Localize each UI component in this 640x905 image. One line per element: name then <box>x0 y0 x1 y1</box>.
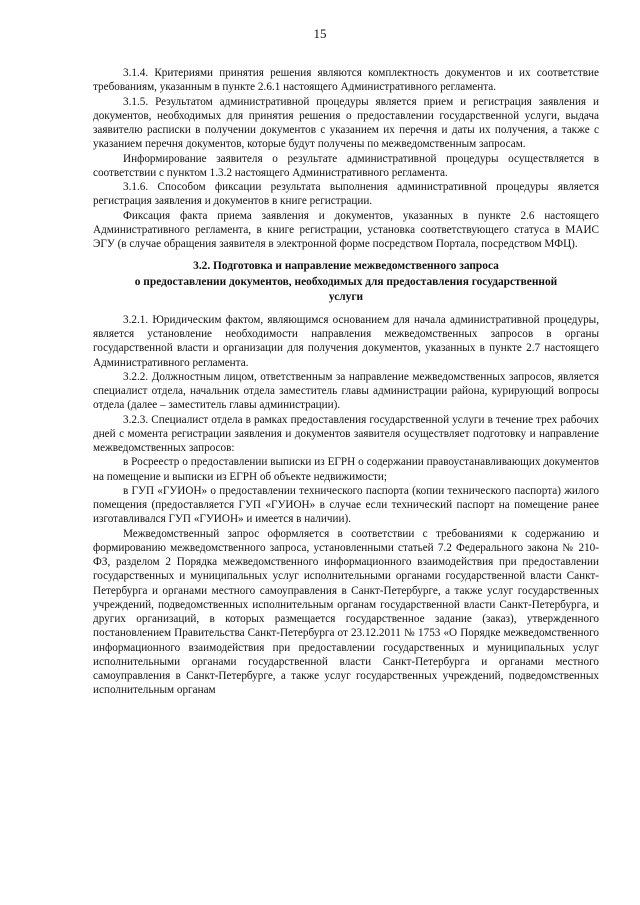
paragraph-guion: в ГУП «ГУИОН» о предоставлении технического паспорта (копии технического паспорта) жилого помещения (предоставляется ГУП «ГУИОН» в случае если технический паспорт на помещение ранее изготавливался ГУП «ГУИОН» и имеется в наличии). <box>93 484 599 526</box>
heading-line-2: о предоставлении документов, необходимых для предоставления государственной <box>134 275 558 288</box>
paragraph-interagency-request: Межведомственный запрос оформляется в соответствии с требованиями к содержанию и формированию межведомственного запроса, установленными статьей 7.2 Федерального закона № 210-ФЗ, разделом 2 Порядка межведомственного информационного взаимодействия при предоставлении государственных и муниципальных услуг исполнительными органами государственной власти Санкт-Петербурга и органами местного самоуправления в Санкт-Петербурге, а также услуг государственных учреждений, подведомственных исполнительным органам государственной власти Санкт-Петербурга, и других организаций, в которых размещается государственное задание (заказ), утвержденного постановлением Правительства Санкт-Петербурга от 23.12.2011 № 1753 «О Порядке межведомственного информационного взаимодействия при предоставлении государственных и муниципальных услуг исполнительными органами государственной власти Санкт-Петербурга и органами местного самоуправления в Санкт-Петербурге, а также услуг государственных учреждений, подведомственных исполнительным органам <box>93 527 599 697</box>
paragraph-rosreestr: в Росреестр о предоставлении выписки из ЕГРН о содержании правоустанавливающих документов на помещение и выписки из ЕГРН об объекте недвижимости; <box>93 456 599 483</box>
paragraph-3-2-3: 3.2.3. Специалист отдела в рамках предоставления государственной услуги в течение трех рабочих дней с момента регистрации заявления и документов заявителя осуществляет подготовку и направление межведомственных запросов: <box>93 413 599 454</box>
paragraph-3-2-1: 3.2.1. Юридическим фактом, являющимся основанием для начала административной процедуры, является установление необходимости направления межведомственных запросов в органы государственной власти и организации для получения документов, указанных в пункте 2.7 настоящего Административного регламента. <box>93 313 599 369</box>
paragraph-3-1-4: 3.1.4. Критериями принятия решения являются комплектность документов и их соответствие требованиям, указанным в пункте 2.6.1 настоящего Административного регламента. <box>93 67 599 94</box>
paragraph-3-1-6: 3.1.6. Способом фиксации результата выполнения административной процедуры является регистрация заявления и документов в книге регистрации. <box>93 181 599 208</box>
paragraph-fixation: Фиксация факта приема заявления и документов, указанных в пункте 2.6 настоящего Административного регламента, в книге регистрации, установка соответствующего статуса в МАИС ЭГУ (в случае обращения заявителя в электронной форме посредством Портала, посредством МФЦ). <box>93 209 599 250</box>
heading-line-3: услуги <box>328 291 364 304</box>
page-number: 15 <box>313 26 327 41</box>
paragraph-3-2-2: 3.2.2. Должностным лицом, ответственным за направление межведомственных запросов, является специалист отдела, начальник отдела заместитель главы администрации района, курирующий вопросы отдела (далее – заместитель главы администрации). <box>93 370 599 412</box>
page-content <box>93 66 599 698</box>
heading-line-1: 3.2. Подготовка и направление межведомственного запроса <box>193 260 499 273</box>
section-heading-3-2 <box>93 259 599 306</box>
paragraph-3-1-5: 3.1.5. Результатом административной процедуры является прием и регистрация заявления и документов, необходимых для принятия решения о предоставлении государственной услуги, выдача заявителю расписки в получении документов с указанием их перечня и даты их получения, а также с указанием перечня документов, которые будут получены по межведомственным запросам. <box>93 95 599 151</box>
paragraph-informing: Информирование заявителя о результате административной процедуры осуществляется в соответствии с пунктом 1.3.2 настоящего Административного регламента. <box>93 152 599 179</box>
